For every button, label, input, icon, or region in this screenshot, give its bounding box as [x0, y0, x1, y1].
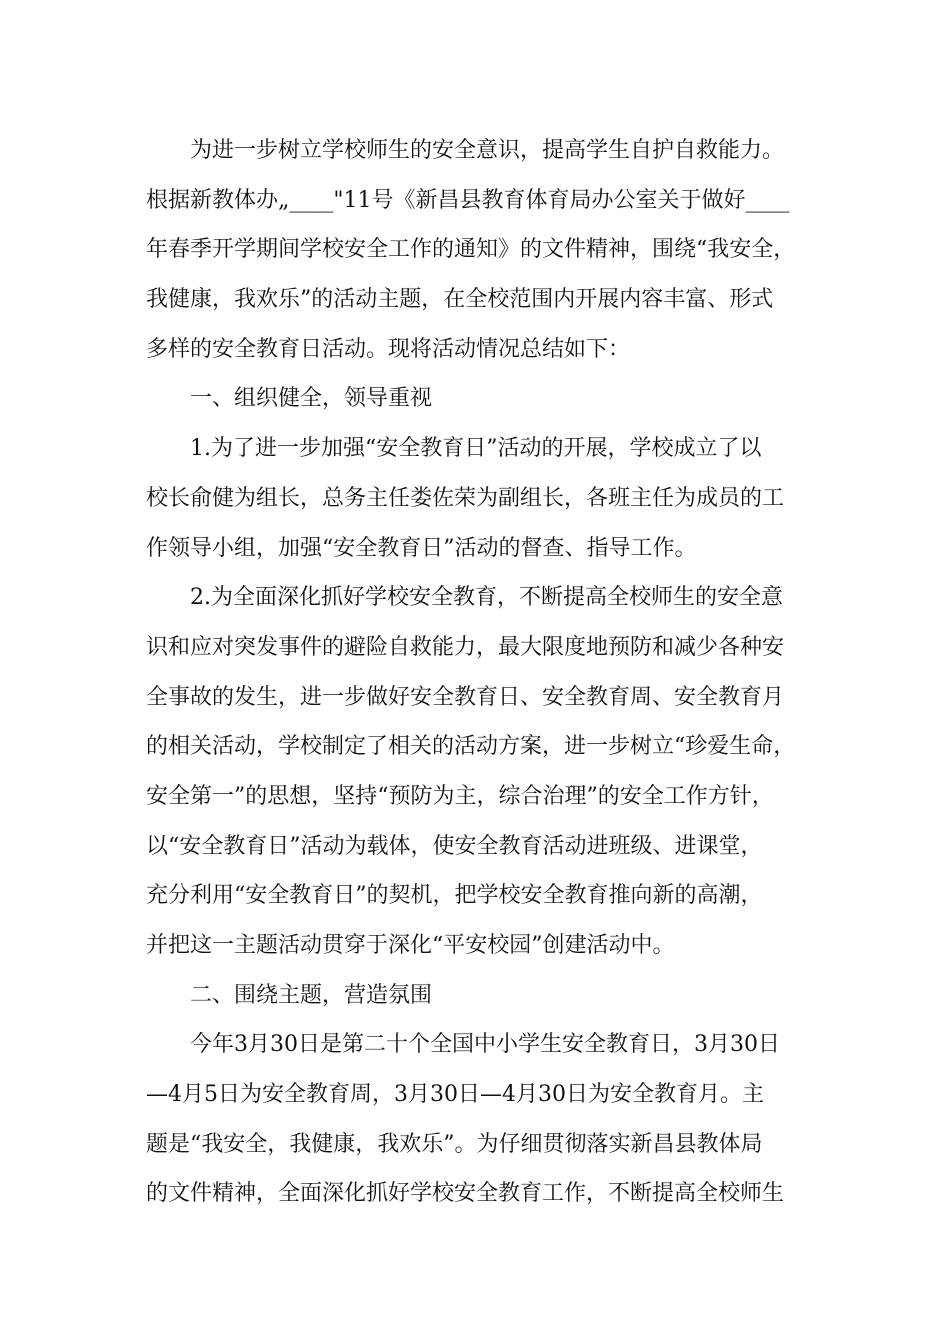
text-line: 年春季开学期间学校安全工作的通知》的文件精神，围绕“我安全，	[146, 237, 796, 263]
text-line: 我健康，我欢乐”的活动主题，在全校范围内开展内容丰富、形式	[146, 287, 774, 313]
text-line: 作领导小组，加强“安全教育日”活动的督查、指导工作。	[146, 535, 697, 561]
text-line: 识和应对突发事件的避险自救能力，最大限度地预防和减少各种安	[146, 634, 785, 660]
document-body	[146, 126, 806, 1219]
text-line: 1.为了进一步加强“安全教育日”活动的开展，学校成立了以	[190, 436, 762, 462]
text-line: 题是“我安全，我健康，我欢乐”。为仔细贯彻落实新昌县教体局	[146, 1131, 763, 1157]
text-line: 的相关活动，学校制定了相关的活动方案，进一步树立“珍爱生命，	[146, 734, 796, 760]
text-line: 充分利用“安全教育日”的契机，把学校安全教育推向新的高潮，	[146, 883, 763, 909]
text-line: —4月5日为安全教育周，3月30日—4月30日为安全教育月。主	[146, 1082, 764, 1108]
text-line: 全事故的发生，进一步做好安全教育日、安全教育周、安全教育月	[146, 684, 785, 710]
text-line: 为进一步树立学校师生的安全意识，提高学生自护自救能力。	[190, 138, 785, 163]
text-line: 以“安全教育日”活动为载体，使安全教育活动进班级、进课堂，	[146, 833, 763, 859]
text-line: 今年3月30日是第二十个全国中小学生安全教育日，3月30日	[190, 1032, 780, 1058]
text-line: 并把这一主题活动贯穿于深化“平安校园”创建活动中。	[146, 933, 675, 958]
text-line: 一、组织健全，领导重视	[190, 386, 433, 412]
text-line: 多样的安全教育日活动。现将活动情况总结如下：	[146, 336, 631, 362]
text-line: 的文件精神，全面深化抓好学校安全教育工作，不断提高全校师生	[146, 1181, 785, 1207]
text-line: 校长俞健为组长，总务主任娄佐荣为副组长，各班主任为成员的工	[146, 485, 785, 511]
text-line: 根据新教体办„____"11号《新昌县教育体育局办公室关于做好____	[146, 187, 790, 213]
text-line: 安全第一”的思想，坚持“预防为主，综合治理”的安全工作方针，	[146, 783, 774, 809]
text-line: 2.为全面深化抓好学校安全教育，不断提高全校师生的安全意	[190, 585, 783, 611]
text-line: 二、围绕主题，营造氛围	[190, 982, 433, 1008]
